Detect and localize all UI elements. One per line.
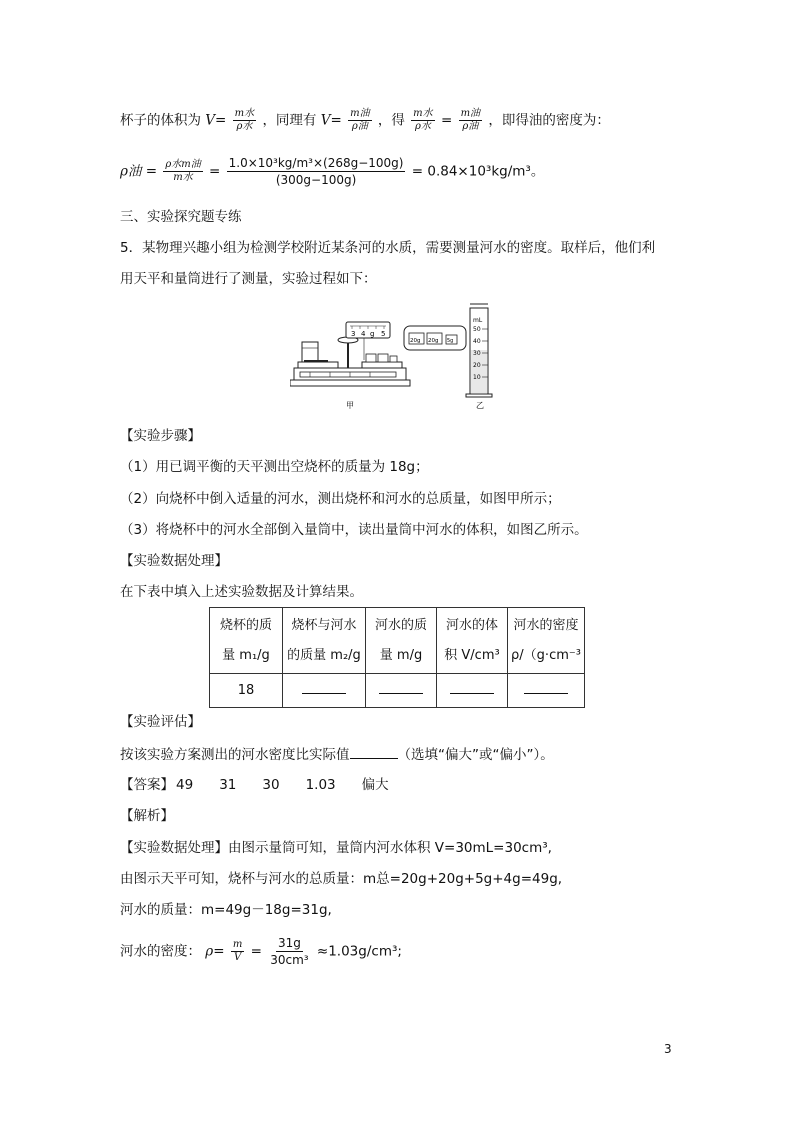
weight-label-5g: 5g — [447, 338, 454, 344]
weights-callout — [404, 326, 466, 350]
formula-line-2 — [120, 155, 544, 188]
step-2: （2）向烧杯中倒入适量的河水，测出烧杯和河水的总质量，如图甲所示； — [120, 491, 561, 507]
table-cell-blank[interactable] — [366, 674, 437, 708]
cylinder-tick-20: 20 — [473, 362, 481, 369]
fraction-numeric: $\frac{\text{1.0×10³kg/m³×(268g−100g)}}{(300g-100g)}$ — [228, 156, 404, 187]
equals-sign: = — [440, 112, 453, 129]
question-line-2: 用天平和量筒进行了测量，实验过程如下： — [120, 271, 377, 287]
analysis-line-2: 由图示天平可知，烧杯与河水的总质量：m总=20g+20g+5g+4g=49g, — [120, 871, 563, 887]
formula-line-1 — [120, 108, 610, 133]
analysis-prefix: 河水的密度： — [120, 943, 201, 960]
text-de: ，得 — [377, 112, 405, 129]
rho-oil-symbol: ρ油 = — [120, 163, 158, 180]
text-mid: ，同理有 — [262, 112, 317, 129]
section-heading: 三、实验探究题专练 — [120, 209, 242, 225]
scale-label-4: 4 — [361, 330, 366, 338]
experiment-figure — [290, 300, 510, 412]
cylinder-unit: mL — [473, 317, 483, 324]
fraction-oil: $\frac{\text{m油}}{\text{ρ油}}$ — [350, 108, 370, 132]
analysis-line-4 — [120, 935, 402, 968]
measuring-cylinder-icon — [466, 304, 492, 397]
cylinder-tick-50: 50 — [473, 326, 481, 333]
table-cell-blank[interactable] — [437, 674, 508, 708]
step-1: （1）用已调平衡的天平测出空烧杯的质量为 18g； — [120, 459, 429, 475]
text-suffix: ，即得油的密度为： — [488, 112, 610, 129]
table-cell-blank[interactable] — [283, 674, 366, 708]
evaluation-heading: 【实验评估】 — [120, 714, 201, 730]
table-header-row — [210, 608, 585, 674]
data-processing-instruction: 在下表中填入上述实验数据及计算结果。 — [120, 584, 363, 600]
rho-symbol: ρ= — [205, 943, 225, 960]
evaluation-text — [120, 744, 554, 765]
answer-value: 30 — [262, 777, 280, 793]
scale-label-g: g — [370, 330, 375, 338]
answer-value: 1.03 — [305, 777, 336, 793]
steps-heading: 【实验步骤】 — [120, 428, 201, 444]
table-cell-blank[interactable] — [508, 674, 585, 708]
answer-value: 31 — [219, 777, 237, 793]
volume-symbol-2: V= — [320, 112, 342, 129]
fraction-oil-2: $\frac{\text{m油}}{\text{ρ油}}$ — [460, 108, 481, 132]
data-table — [209, 607, 585, 708]
table-header-cell: 河水的体 积 V/cm³ — [437, 608, 508, 674]
answer-blank[interactable] — [350, 744, 398, 759]
data-processing-heading: 【实验数据处理】 — [120, 553, 228, 569]
fraction-water-2: $\frac{\text{m水}}{\text{ρ水}}$ — [413, 108, 433, 132]
analysis-result: ≈1.03g/cm³; — [316, 943, 402, 960]
page-number: 3 — [664, 1042, 672, 1056]
equals-sign: = — [209, 163, 221, 180]
analysis-line-1: 【实验数据处理】由图示量筒可知，量筒内河水体积 V=30mL=30cm³, — [120, 840, 552, 856]
result-text: = 0.84×10³kg/m³。 — [411, 163, 545, 180]
step-3: （3）将烧杯中的河水全部倒入量筒中，读出量筒中河水的体积，如图乙所示。 — [120, 522, 588, 538]
volume-symbol: V= — [205, 112, 227, 129]
table-header-cell: 烧杯的质 量 m₁/g — [210, 608, 283, 674]
evaluation-text-after: （选填“偏大”或“偏小”）。 — [397, 747, 554, 763]
evaluation-text-before: 按该实验方案测出的河水密度比实际值 — [120, 747, 350, 763]
text-prefix: 杯子的体积为 — [120, 112, 201, 129]
table-header-cell: 河水的质 量 m/g — [366, 608, 437, 674]
cylinder-tick-40: 40 — [473, 338, 481, 345]
table-cell-value: 18 — [210, 674, 283, 708]
scale-label-5: 5 — [381, 330, 386, 338]
answer-value: 偏大 — [361, 777, 389, 793]
figure-label-jia: 甲 — [346, 401, 354, 410]
weight-label-20g: 20g — [410, 338, 421, 344]
scale-label-3: 3 — [351, 330, 356, 338]
table-row — [210, 674, 585, 708]
equals-sign: = — [250, 943, 262, 960]
answer-value: 49 — [176, 777, 194, 793]
fraction-numeric-density: $\frac{31g}{\text{30cm³}}$ — [270, 936, 309, 967]
table-header-cell: 烧杯与河水 的质量 m₂/g — [283, 608, 366, 674]
answer-label: 【答案】 — [120, 777, 174, 793]
analysis-line-3: 河水的质量：m=49g－18g=31g, — [120, 902, 332, 918]
question-line-1: 5．某物理兴趣小组为检测学校附近某条河的水质，需要测量河水的密度。取样后，他们利 — [120, 240, 656, 256]
table-header-cell: 河水的密度 ρ/（g·cm⁻³ — [508, 608, 585, 674]
analysis-heading: 【解析】 — [120, 808, 174, 824]
fraction-density: $\frac{\text{ρ水m油}}{\text{m水}}$ — [165, 159, 201, 183]
fraction-water: $\frac{\text{m水}}{\text{ρ水}}$ — [234, 108, 255, 132]
weight-label-20g-2: 20g — [428, 338, 439, 344]
cylinder-tick-10: 10 — [473, 374, 481, 381]
fraction-m-over-v: $\frac{m}{V}$ — [232, 939, 243, 963]
cylinder-tick-30: 30 — [473, 350, 481, 357]
balance-icon — [290, 337, 410, 386]
answer-line — [120, 775, 389, 795]
figure-label-yi: 乙 — [476, 401, 484, 410]
